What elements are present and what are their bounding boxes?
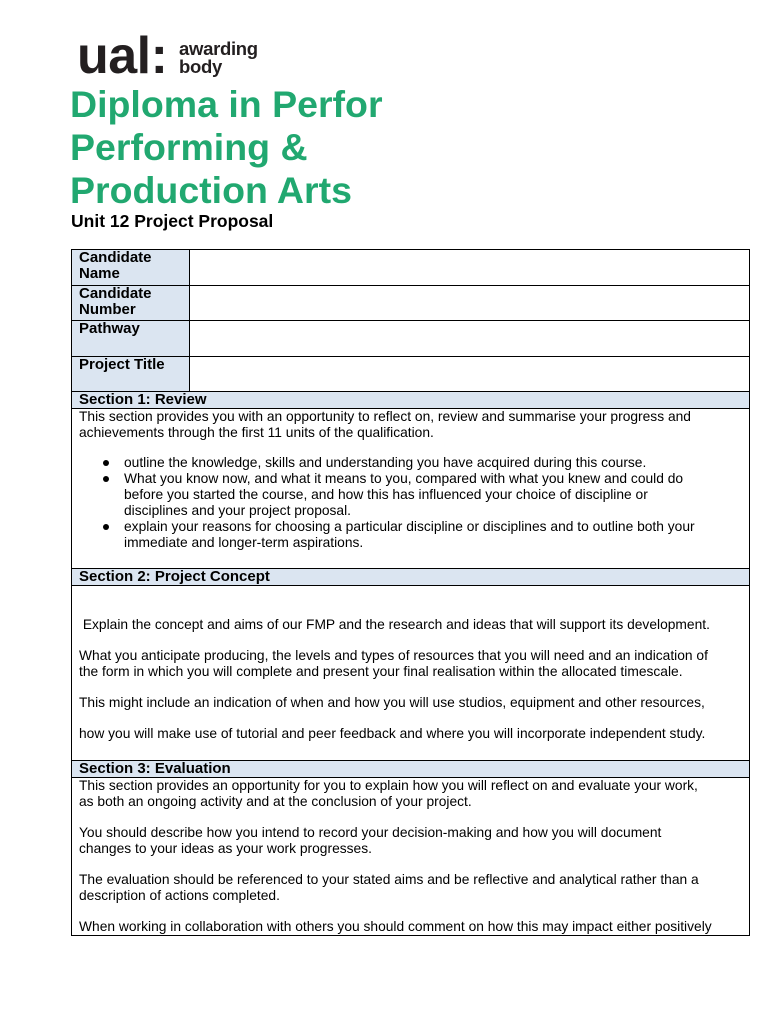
bullet-icon (103, 524, 109, 530)
section-2-paragraph-4: how you will make use of tutorial and peer feedback and where you will incorporate independent study. (79, 726, 706, 741)
field-row-pathway (72, 321, 749, 357)
field-label-pathway: Pathway (72, 321, 190, 356)
bullet-text-3: explain your reasons for choosing a particular discipline or disciplines and to outline both your immediate and longer-term aspirations. (124, 519, 695, 550)
logo-tagline-awarding: awarding (179, 38, 258, 59)
section-3-paragraph-1: This section provides an opportunity for you to explain how you will reflect on and evaluate your work, as both an ongoing activity and at the conclusion of your project. (79, 778, 698, 809)
section-2-body (72, 586, 749, 761)
document-title-line-2: Performing & (70, 126, 308, 168)
field-row-project-title (72, 357, 749, 392)
field-row-candidate-name (72, 250, 749, 286)
field-value-candidate-number (190, 286, 749, 320)
field-value-pathway (190, 321, 749, 356)
document-title-line-3: Production Arts (70, 169, 352, 211)
section-3-body (72, 778, 749, 935)
document-subtitle: Unit 12 Project Proposal (71, 211, 274, 231)
section-1-paragraph-1: This section provides you with an opportunity to reflect on, review and summarise your progress and achievements through the first 11 units of the qualification. (79, 409, 691, 440)
field-label-project-title: Project Title (72, 357, 190, 391)
field-row-candidate-number (72, 286, 749, 321)
section-3-paragraph-3: The evaluation should be referenced to your stated aims and be reflective and analytical rather than a description of actions completed. (79, 872, 699, 903)
section-3-heading: Section 3: Evaluation (72, 761, 749, 778)
bullet-item-2 (124, 471, 749, 519)
bullet-text-2: What you know now, and what it means to you, compared with what you knew and could do before you started the course, and how this has influenced your choice of discipline or disciplines and your project proposal. (124, 471, 684, 518)
section-2-paragraph-2: What you anticipate producing, the levels and types of resources that you will need and an indication of the form in which you will complete and present your final realisation within the allocated timescale. (79, 648, 708, 679)
section-2-paragraph-1: Explain the concept and aims of our FMP and the research and ideas that will support its development. (79, 617, 710, 632)
bullet-text-1: outline the knowledge, skills and understanding you have acquired during this course. (124, 455, 647, 470)
field-label-candidate-name: Candidate Name (72, 250, 190, 285)
section-1-body (72, 409, 749, 569)
field-value-project-title (190, 357, 749, 391)
section-1-heading: Section 1: Review (72, 392, 749, 409)
bullet-item-1 (124, 455, 749, 471)
bullet-icon (103, 476, 109, 482)
section-3-paragraph-4: When working in collaboration with others you should comment on how this may impact either positively (79, 919, 712, 934)
bullet-icon (103, 460, 109, 466)
document-title (70, 83, 383, 212)
section-3-paragraph-2: You should describe how you intend to record your decision-making and how you will document changes to your ideas as your work progresses. (79, 825, 662, 856)
project-proposal-form (71, 249, 750, 936)
field-value-candidate-name (190, 250, 749, 285)
section-2-paragraph-3: This might include an indication of when and how you will use studios, equipment and other resources, (79, 695, 705, 710)
section-2-heading: Section 2: Project Concept (72, 569, 749, 586)
document-title-line-1: Diploma in Perfor (70, 83, 383, 125)
logo-tagline (179, 40, 258, 76)
logo-tagline-body: body (179, 56, 222, 77)
field-label-candidate-number: Candidate Number (72, 286, 190, 320)
section-1-bullet-list (79, 455, 749, 551)
bullet-item-3 (124, 519, 749, 551)
logo-mark: ual: (77, 27, 168, 85)
